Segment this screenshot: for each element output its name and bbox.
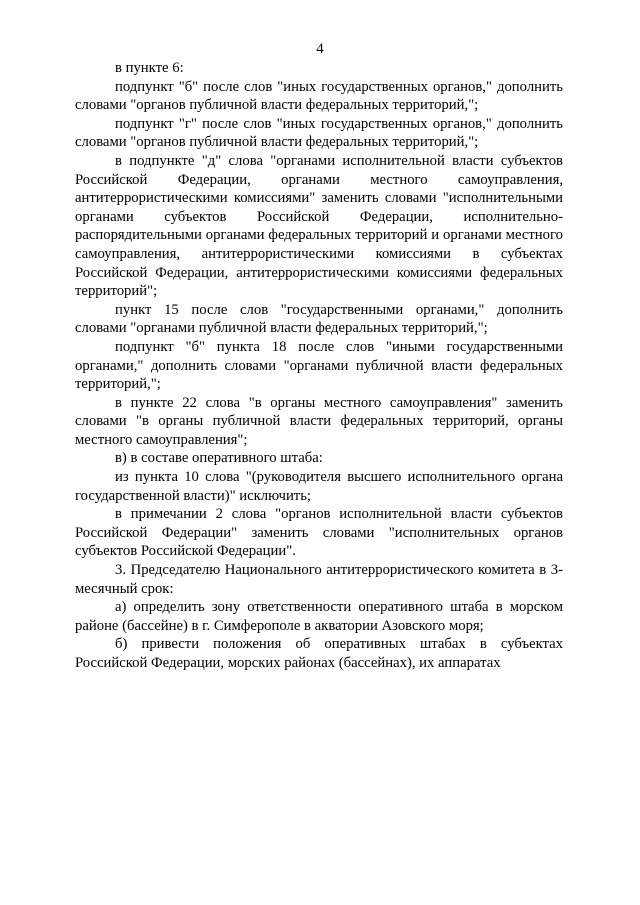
paragraph: в пункте 22 слова "в органы местного самоуправления" заменить словами "в органы публичной власти федеральных территорий, органы местного самоуправления"; xyxy=(75,394,563,448)
paragraph: пункт 15 после слов "государственными органами," дополнить словами "органами публичной власти федеральных территорий,"; xyxy=(75,301,563,337)
paragraph: подпункт "б" после слов "иных государственных органов," дополнить словами "органов публичной власти федеральных территорий,"; xyxy=(75,78,563,114)
paragraph: а) определить зону ответственности оперативного штаба в морском районе (бассейне) в г. Симферополе в акватории Азовского моря; xyxy=(75,599,563,634)
paragraph: подпункт "б" пункта 18 после слов "иными государственными органами," дополнить словами "органами публичной власти федеральных территорий,"; xyxy=(75,338,563,393)
paragraph: в) в составе оперативного штаба: xyxy=(115,450,323,467)
page-number: 4 xyxy=(316,41,324,57)
paragraph: в подпункте "д" слова "органами исполнительной власти субъектов Российской Федерации, органами местного самоуправления, антитеррористическими комиссиями" заменить словами "исполнительными органами субъектов Российской Федерации, исполнительно-распорядительными органами федеральных территорий и органами местного самоуправления, антитеррористическими комиссиями в субъектах Российской Федерации, антитеррористическими комиссиями федеральных территорий"; xyxy=(75,152,563,300)
paragraph: в пункте 6: xyxy=(115,60,184,76)
paragraph: из пункта 10 слова "(руководителя высшего исполнительного органа государственной власти)" исключить; xyxy=(75,469,563,504)
paragraph: 3. Председателю Национального антитеррористического комитета в 3-месячный срок: xyxy=(75,562,563,597)
document-body xyxy=(75,59,563,673)
paragraph: в примечании 2 слова "органов исполнительной власти субъектов Российской Федерации" заменить словами "исполнительных органов субъектов Российской Федерации". xyxy=(75,506,563,560)
paragraph: подпункт "г" после слов "иных государственных органов," дополнить словами "органов публичной власти федеральных территорий,"; xyxy=(75,115,563,151)
paragraph: б) привести положения об оперативных штабах в субъектах Российской Федерации, морских районах (бассейнах), их аппаратах xyxy=(75,636,563,671)
